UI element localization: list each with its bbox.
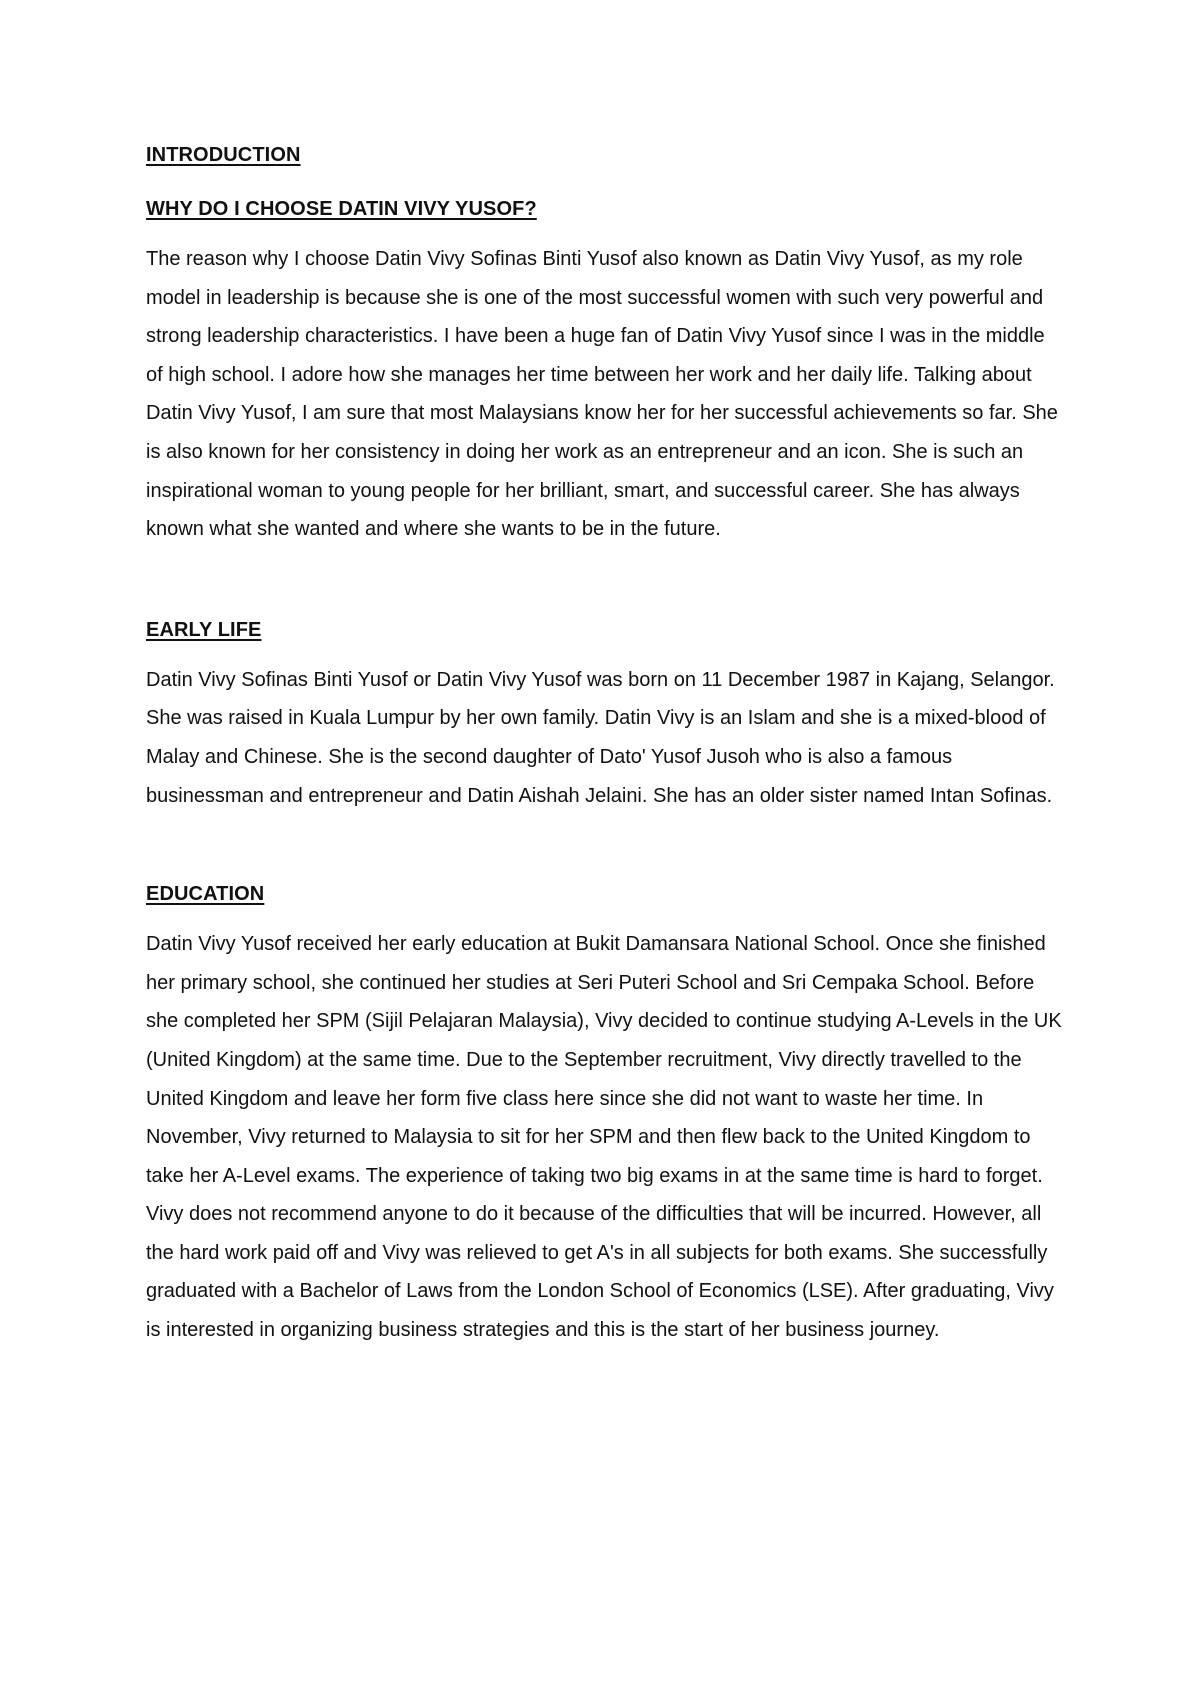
education-heading: EDUCATION <box>146 883 265 906</box>
education-paragraph: Datin Vivy Yusof received her early education at Bukit Damansara National School. Once she finished her primary school, she continued her studies at Seri Puteri School and Sri Cempaka School. Before she completed her SPM (Sijil Pelajaran Malaysia), Vivy decided to continue studying A-Levels in the UK (United Kingdom) at the same time. Due to the September recruitment, Vivy directly travelled to the United Kingdom and leave her form five class here since she did not want to waste her time. In November, Vivy returned to Malaysia to sit for her SPM and then flew back to the United Kingdom to take her A-Level exams. The experience of taking two big exams in at the same time is hard to forget. Vivy does not recommend anyone to do it because of the difficulties that will be incurred. However, all the hard work paid off and Vivy was relieved to get A's in all subjects for both exams. She successfully graduated with a Bachelor of Laws from the London School of Economics (LSE). After graduating, Vivy is interested in organizing business strategies and this is the start of her business journey. <box>146 933 1062 1342</box>
section-spacer <box>146 815 1066 879</box>
why-choose-subheading: WHY DO I CHOOSE DATIN VIVY YUSOF? <box>146 198 537 220</box>
section-spacer <box>146 549 1066 615</box>
introduction-heading: INTRODUCTION <box>146 144 301 166</box>
early-life-paragraph: Datin Vivy Sofinas Binti Yusof or Datin Vivy Yusof was born on 11 December 1987 in Kajang, Selangor. She was raised in Kuala Lumpur by her own family. Datin Vivy is an Islam and she is a mixed-blood of Malay and Chinese. She is the second daughter of Dato' Yusof Jusoh who is also a famous businessman and entrepreneur and Datin Aishah Jelaini. She has an older sister named Intan Sofinas. <box>146 668 1055 807</box>
early-life-heading: EARLY LIFE <box>146 618 262 641</box>
introduction-paragraph: The reason why I choose Datin Vivy Sofinas Binti Yusof also known as Datin Vivy Yusof, as my role model in leadership is because she is one of the most successful women with such very powerful and strong leadership characteristics. I have been a huge fan of Datin Vivy Yusof since I was in the middle of high school. I adore how she manages her time between her work and her daily life. Talking about Datin Vivy Yusof, I am sure that most Malaysians know her for her successful achievements so far. She is also known for her consistency in doing her work as an entrepreneur and an icon. She is such an inspirational woman to young people for her brilliant, smart, and successful career. She has always known what she wanted and where she wants to be in the future. <box>146 248 1058 541</box>
document-page <box>146 140 1066 1350</box>
